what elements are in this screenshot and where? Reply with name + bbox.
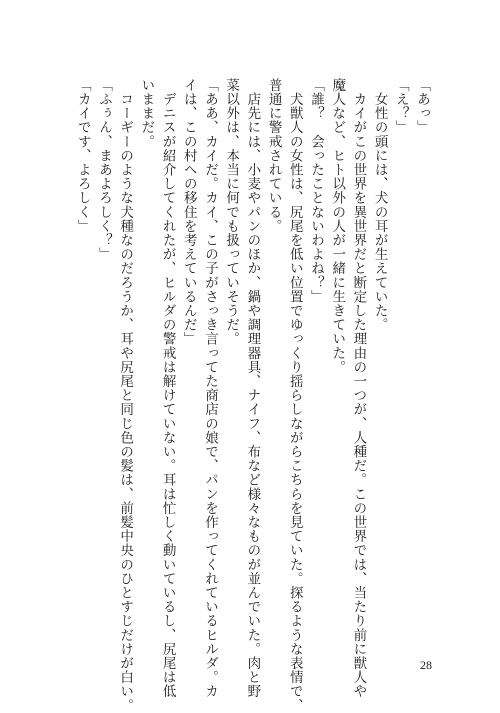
text-line: 店先には、小麦やパンのほか、鍋や調理器具、ナイフ、布など様々なものが並んでいた。肉と野: [244, 78, 261, 699]
text-line: 普通に警戒されている。: [265, 78, 282, 234]
text-line: 「カイです、よろしく」: [74, 78, 91, 234]
text-line: 犬獣人の女性は、尻尾を低い位置でゆっくり揺らしながらこちらを見ていた。探るような表情で、: [286, 78, 303, 713]
page-number: 28: [420, 658, 432, 672]
text-line: コーギーのような犬種なのだろうか、耳や尻尾と同じ色の髪は、前髪中央のひとすじだけが白い。: [117, 78, 134, 713]
text-line: 「え？」: [392, 78, 409, 135]
text-line: デニスが紹介してくれたが、ヒルダの警戒は解けていない。耳は忙しく動いているし、尻尾は低: [159, 78, 176, 699]
text-line: 「誰？ 会ったことないわよね？」: [307, 78, 324, 304]
text-line: いままだ。: [138, 78, 155, 149]
text-line: 「ふぅん、まあよろしく？」: [95, 78, 112, 262]
text-line: イは、この村への移住を考えているんだ」: [180, 78, 197, 346]
text-line: 「ああ、カイだ。カイ、この子がさっき言ってた商店の娘で、パンを作ってくれているヒルダ。カ: [201, 78, 218, 699]
text-line: 「あっ」: [414, 78, 430, 135]
text-line: 魔人など、ヒト以外の人が一緒に生きていた。: [329, 78, 346, 375]
text-line: カイがこの世界を異世界だと断定した理由の一つが、人種だ。この世界では、当たり前に獣人や: [350, 78, 367, 699]
text-line: 女性の頭には、犬の耳が生えていた。: [371, 78, 388, 332]
text-line: 菜以外は、本当に何でも扱っていそうだ。: [223, 78, 240, 346]
